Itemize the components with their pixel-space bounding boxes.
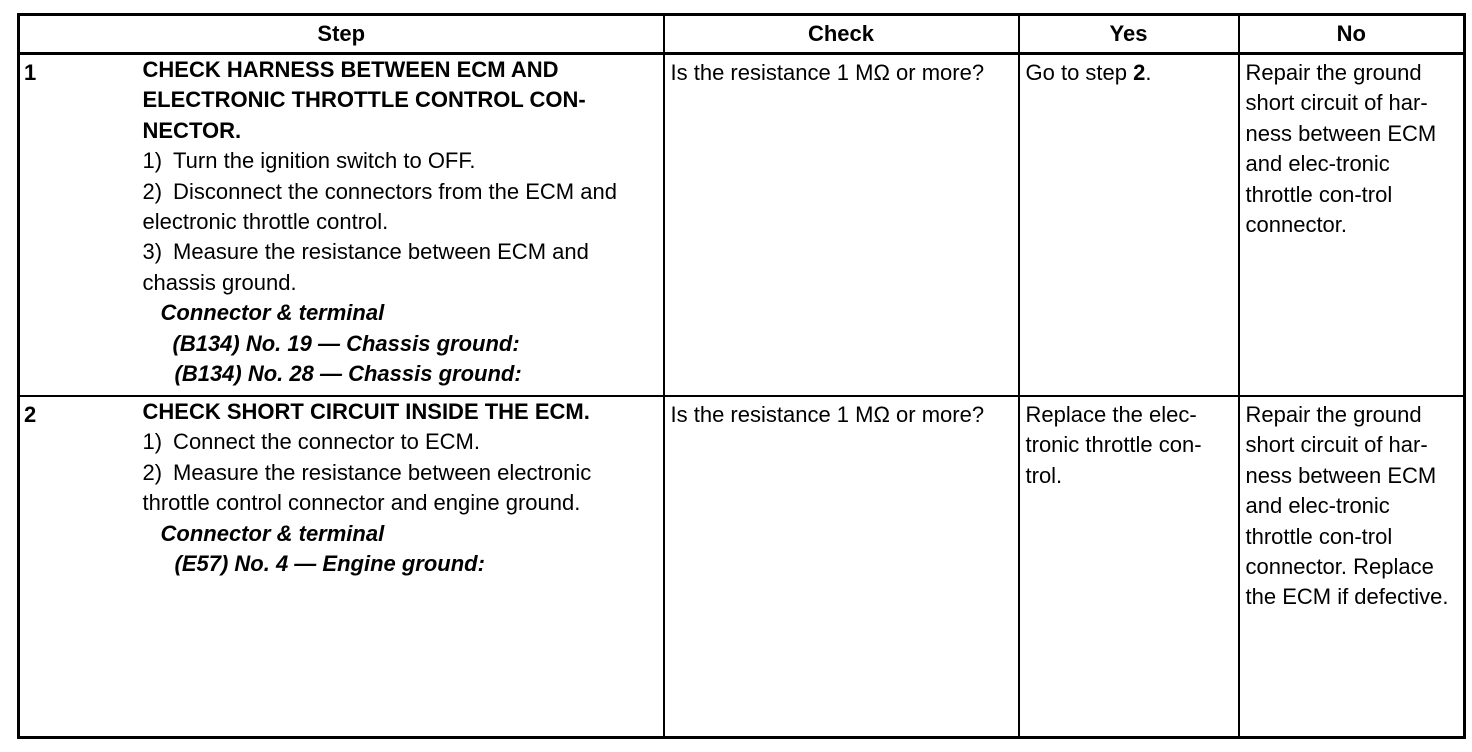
- step-number: 1: [19, 54, 139, 397]
- header-step: Step: [19, 15, 664, 54]
- yes-step-ref: 2: [1133, 60, 1146, 85]
- no-cell: Repair the ground short circuit of har-ness between ECM and elec-tronic throttle con-trol connector.: [1239, 54, 1465, 397]
- yes-suffix: .: [1145, 60, 1152, 85]
- step-cell: [139, 396, 664, 738]
- connector-terminal: (E57) No. 4 — Engine ground:: [174, 551, 485, 577]
- step-instruction: 2) Disconnect the connectors from the ECM and electronic throttle control.: [142, 178, 617, 235]
- step-number: 2: [19, 396, 139, 738]
- yes-cell: [1019, 54, 1239, 397]
- header-yes: Yes: [1019, 15, 1239, 54]
- table-row: [19, 396, 1465, 738]
- step-instruction: 2) Measure the resistance between electronic throttle control connector and engine ground.: [142, 459, 592, 516]
- check-cell: Is the resistance 1 MΩ or more?: [664, 396, 1019, 738]
- table-header-row: [19, 15, 1465, 54]
- check-cell: Is the resistance 1 MΩ or more?: [664, 54, 1019, 397]
- connector-terminal: (B134) No. 28 — Chassis ground:: [174, 361, 522, 387]
- yes-cell: Replace the elec-tronic throttle con-trol.: [1019, 396, 1239, 738]
- connector-terminal: (B134) No. 19 — Chassis ground:: [172, 330, 520, 356]
- step-instruction: 3) Measure the resistance between ECM and chassis ground.: [142, 239, 589, 295]
- header-check: Check: [664, 15, 1019, 54]
- header-no: No: [1239, 15, 1465, 54]
- connector-heading: Connector & terminal: [160, 300, 385, 326]
- yes-text: Go to step: [1025, 60, 1134, 85]
- step-title: CHECK SHORT CIRCUIT INSIDE THE ECM.: [142, 399, 590, 424]
- diagnostic-table: [17, 13, 1466, 739]
- step-instruction: 1) Connect the connector to ECM.: [142, 429, 480, 455]
- no-cell: Repair the ground short circuit of har-ness between ECM and elec-tronic throttle con-trol connector. Replace the ECM if defective.: [1239, 396, 1465, 738]
- table-row: [19, 54, 1465, 397]
- step-instruction: 1) Turn the ignition switch to OFF.: [142, 148, 476, 174]
- step-cell: [139, 54, 664, 397]
- connector-heading: Connector & terminal: [160, 520, 385, 546]
- step-title: CHECK HARNESS BETWEEN ECM AND ELECTRONIC THROTTLE CONTROL CON-NECTOR.: [142, 57, 586, 143]
